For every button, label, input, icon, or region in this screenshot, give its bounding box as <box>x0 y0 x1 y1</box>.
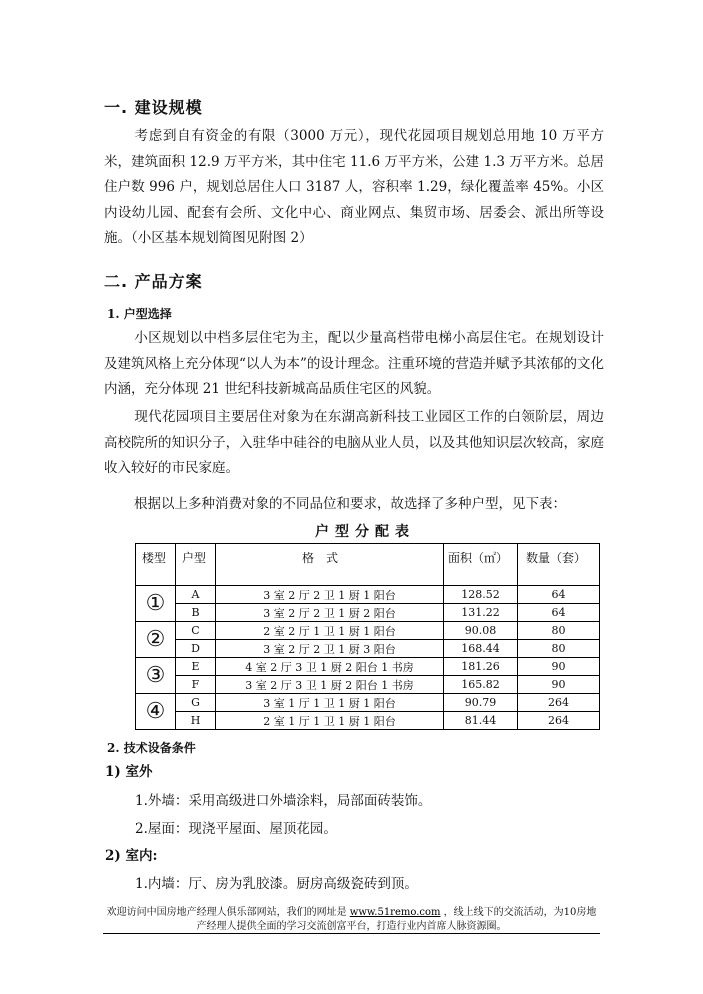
area-cell: 81.44 <box>444 712 518 730</box>
scale-paragraph-text: 考虑到自有资金的有限（3000 万元），现代花园项目规划总用地 10 万平方米，建筑面积 12.9 万平方米，其中住宅 11.6 万平方米，公建 1.3 万平方米。总居住户数 996 户，规划总居住人口 3187 人，容积率 1.29，绿化覆盖率 45%。小区内设幼儿园、配套有会所、文化中心、商业网点、集贸市场、居委会、派出所等设施。（小区基本规划简图见附图 2） <box>104 128 604 246</box>
layout-cell: 3 室 2 厅 3 卫 1 厨 2 阳台 1 书房 <box>216 676 444 694</box>
indoor-heading: 2) 室内: <box>105 848 158 864</box>
unit-selection-paragraph-2-text: 现代花园项目主要居住对象为在东湖高新科技工业园区工作的白领阶层，周边高校院所的知识分子，入驻华中硅谷的电脑从业人员，以及其他知识层次较高，家庭收入较好的市民家庭。 <box>104 409 604 476</box>
unit-cell: D <box>176 640 216 658</box>
count-cell: 80 <box>518 622 600 640</box>
outdoor-heading: 1) 室外 <box>105 764 153 780</box>
count-cell: 264 <box>518 712 600 730</box>
header-count: 数量（套） <box>518 544 600 586</box>
unit-selection-paragraph-2 <box>104 405 604 482</box>
subheading-technical-equipment: 2. 技术设备条件 <box>107 741 196 755</box>
unit-cell: E <box>176 658 216 676</box>
unit-cell: H <box>176 712 216 730</box>
building-type-cell: ③ <box>136 658 176 694</box>
area-cell: 131.22 <box>444 604 518 622</box>
table-row <box>136 694 600 712</box>
unit-selection-paragraph-3 <box>104 492 604 518</box>
header-layout: 格 式 <box>216 544 444 586</box>
header-unit: 户型 <box>176 544 216 586</box>
unit-cell: F <box>176 676 216 694</box>
table-row <box>136 640 600 658</box>
header-building: 楼型 <box>136 544 176 586</box>
section-heading-product: 二. 产品方案 <box>104 272 203 291</box>
header-area: 面积（㎡） <box>444 544 518 586</box>
unit-cell: B <box>176 604 216 622</box>
layout-cell: 3 室 2 厅 2 卫 1 厨 1 阳台 <box>216 586 444 604</box>
table-row <box>136 712 600 730</box>
outdoor-item-2: 2.屋面：现浇平屋面、屋顶花园。 <box>135 821 337 837</box>
count-cell: 64 <box>518 586 600 604</box>
area-cell: 90.79 <box>444 694 518 712</box>
count-cell: 264 <box>518 694 600 712</box>
footer-text-b: ，线上线下的交流活动，为10房地产经理人提供全面的学习交流创富平台，打造行业内首席人脉资源圈。 <box>196 907 597 932</box>
unit-cell: C <box>176 622 216 640</box>
layout-cell: 2 室 2 厅 1 卫 1 厨 1 阳台 <box>216 622 444 640</box>
section-heading-scale: 一. 建设规模 <box>104 98 203 117</box>
footer-text-a: 欢迎访问中国房地产经理人俱乐部网站，我们的网址是 <box>106 907 347 918</box>
area-cell: 90.08 <box>444 622 518 640</box>
area-cell: 181.26 <box>444 658 518 676</box>
table-title: 户型分配表 <box>315 524 415 540</box>
table-row <box>136 586 600 604</box>
layout-cell: 2 室 1 厅 1 卫 1 厨 1 阳台 <box>216 712 444 730</box>
building-type-cell: ② <box>136 622 176 658</box>
subheading-unit-selection: 1. 户型选择 <box>107 307 172 321</box>
table-row <box>136 622 600 640</box>
unit-cell: A <box>176 586 216 604</box>
table-row <box>136 658 600 676</box>
unit-allocation-table <box>135 543 600 730</box>
unit-selection-paragraph-3-text: 根据以上多种消费对象的不同品位和要求，故选择了多种户型，见下表： <box>134 496 566 512</box>
area-cell: 128.52 <box>444 586 518 604</box>
footer-website-link[interactable]: www.51remo.com <box>349 907 441 918</box>
table-row <box>136 604 600 622</box>
layout-cell: 3 室 1 厅 1 卫 1 厨 1 阳台 <box>216 694 444 712</box>
area-cell: 165.82 <box>444 676 518 694</box>
footer-divider <box>103 933 600 934</box>
unit-selection-paragraph-1 <box>104 326 604 403</box>
layout-cell: 4 室 2 厅 3 卫 1 厨 2 阳台 1 书房 <box>216 658 444 676</box>
count-cell: 80 <box>518 640 600 658</box>
building-type-cell: ④ <box>136 694 176 730</box>
layout-cell: 3 室 2 厅 2 卫 1 厨 3 阳台 <box>216 640 444 658</box>
area-cell: 168.44 <box>444 640 518 658</box>
building-type-cell: ① <box>136 586 176 622</box>
unit-selection-paragraph-1-text: 小区规划以中档多层住宅为主，配以少量高档带电梯小高层住宅。在规划设计及建筑风格上充分体现“以人为本”的设计理念。注重环境的营造并赋予其浓郁的文化内涵，充分体现 21 世纪科技新城高品质住宅区的风貌。 <box>104 330 604 397</box>
table-row <box>136 676 600 694</box>
indoor-item-1: 1.内墙：厅、房为乳胶漆。厨房高级瓷砖到顶。 <box>135 876 418 892</box>
page-footer <box>103 906 600 934</box>
table-header-row <box>136 544 600 586</box>
unit-cell: G <box>176 694 216 712</box>
count-cell: 90 <box>518 676 600 694</box>
scale-paragraph <box>104 124 604 252</box>
outdoor-item-1: 1.外墙：采用高级进口外墙涂料，局部面砖装饰。 <box>135 793 432 809</box>
count-cell: 90 <box>518 658 600 676</box>
count-cell: 64 <box>518 604 600 622</box>
layout-cell: 3 室 2 厅 2 卫 1 厨 2 阳台 <box>216 604 444 622</box>
